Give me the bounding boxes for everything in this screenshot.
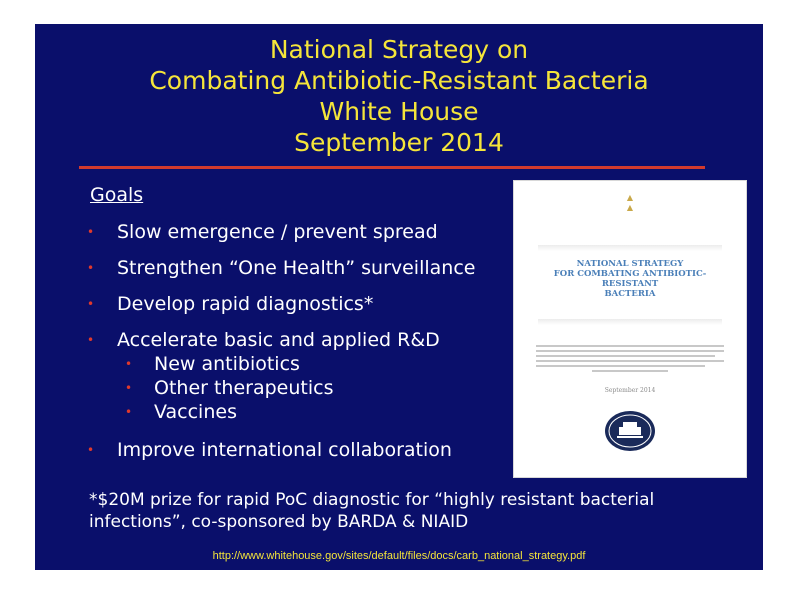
white-house-seal-icon <box>605 411 655 451</box>
sub-goal-label: New antibiotics <box>154 353 300 375</box>
doc-date: September 2014 <box>604 387 656 394</box>
goal-label: Slow emergence / prevent spread <box>117 221 438 243</box>
doc-title: NATIONAL STRATEGY FOR COMBATING ANTIBIOTIC- RESISTANT BACTERIA <box>553 259 707 299</box>
sub-goal-label: Vaccines <box>154 401 237 423</box>
title-line: White House <box>319 97 479 126</box>
bullet-icon: • <box>125 381 133 395</box>
sub-goal-label: Other therapeutics <box>154 377 334 399</box>
goal-label: Develop rapid diagnostics* <box>117 293 374 315</box>
doc-body-text <box>536 345 724 375</box>
goal-label: Strengthen “One Health” surveillance <box>117 257 476 279</box>
doc-header-ornament-icon: ▲ ▲ <box>626 193 634 212</box>
title-line: National Strategy on <box>269 35 529 64</box>
doc-band <box>538 245 722 251</box>
bullet-icon: • <box>87 333 95 347</box>
bullet-icon: • <box>87 443 95 457</box>
source-url[interactable]: http://www.whitehouse.gov/sites/default/files/docs/carb_national_strategy.pdf <box>212 550 586 562</box>
bullet-icon: • <box>125 357 133 371</box>
bullet-icon: • <box>87 261 95 275</box>
goals-heading: Goals <box>90 184 144 206</box>
footnote: *$20M prize for rapid PoC diagnostic for “highly resistant bacterial infections”, co-sponsored by BARDA & NIAID <box>89 490 655 532</box>
title-line: September 2014 <box>294 128 504 157</box>
goal-label: Improve international collaboration <box>117 439 452 461</box>
title-line: Combating Antibiotic-Resistant Bacteria <box>149 66 649 95</box>
slide-title <box>35 34 763 158</box>
goal-label: Accelerate basic and applied R&D <box>117 329 440 351</box>
bullet-icon: • <box>87 225 95 239</box>
title-divider <box>79 166 705 169</box>
doc-band <box>538 319 722 325</box>
bullet-icon: • <box>125 405 133 419</box>
bullet-icon: • <box>87 297 95 311</box>
slide <box>35 24 763 570</box>
strategy-document-thumbnail <box>513 180 747 478</box>
